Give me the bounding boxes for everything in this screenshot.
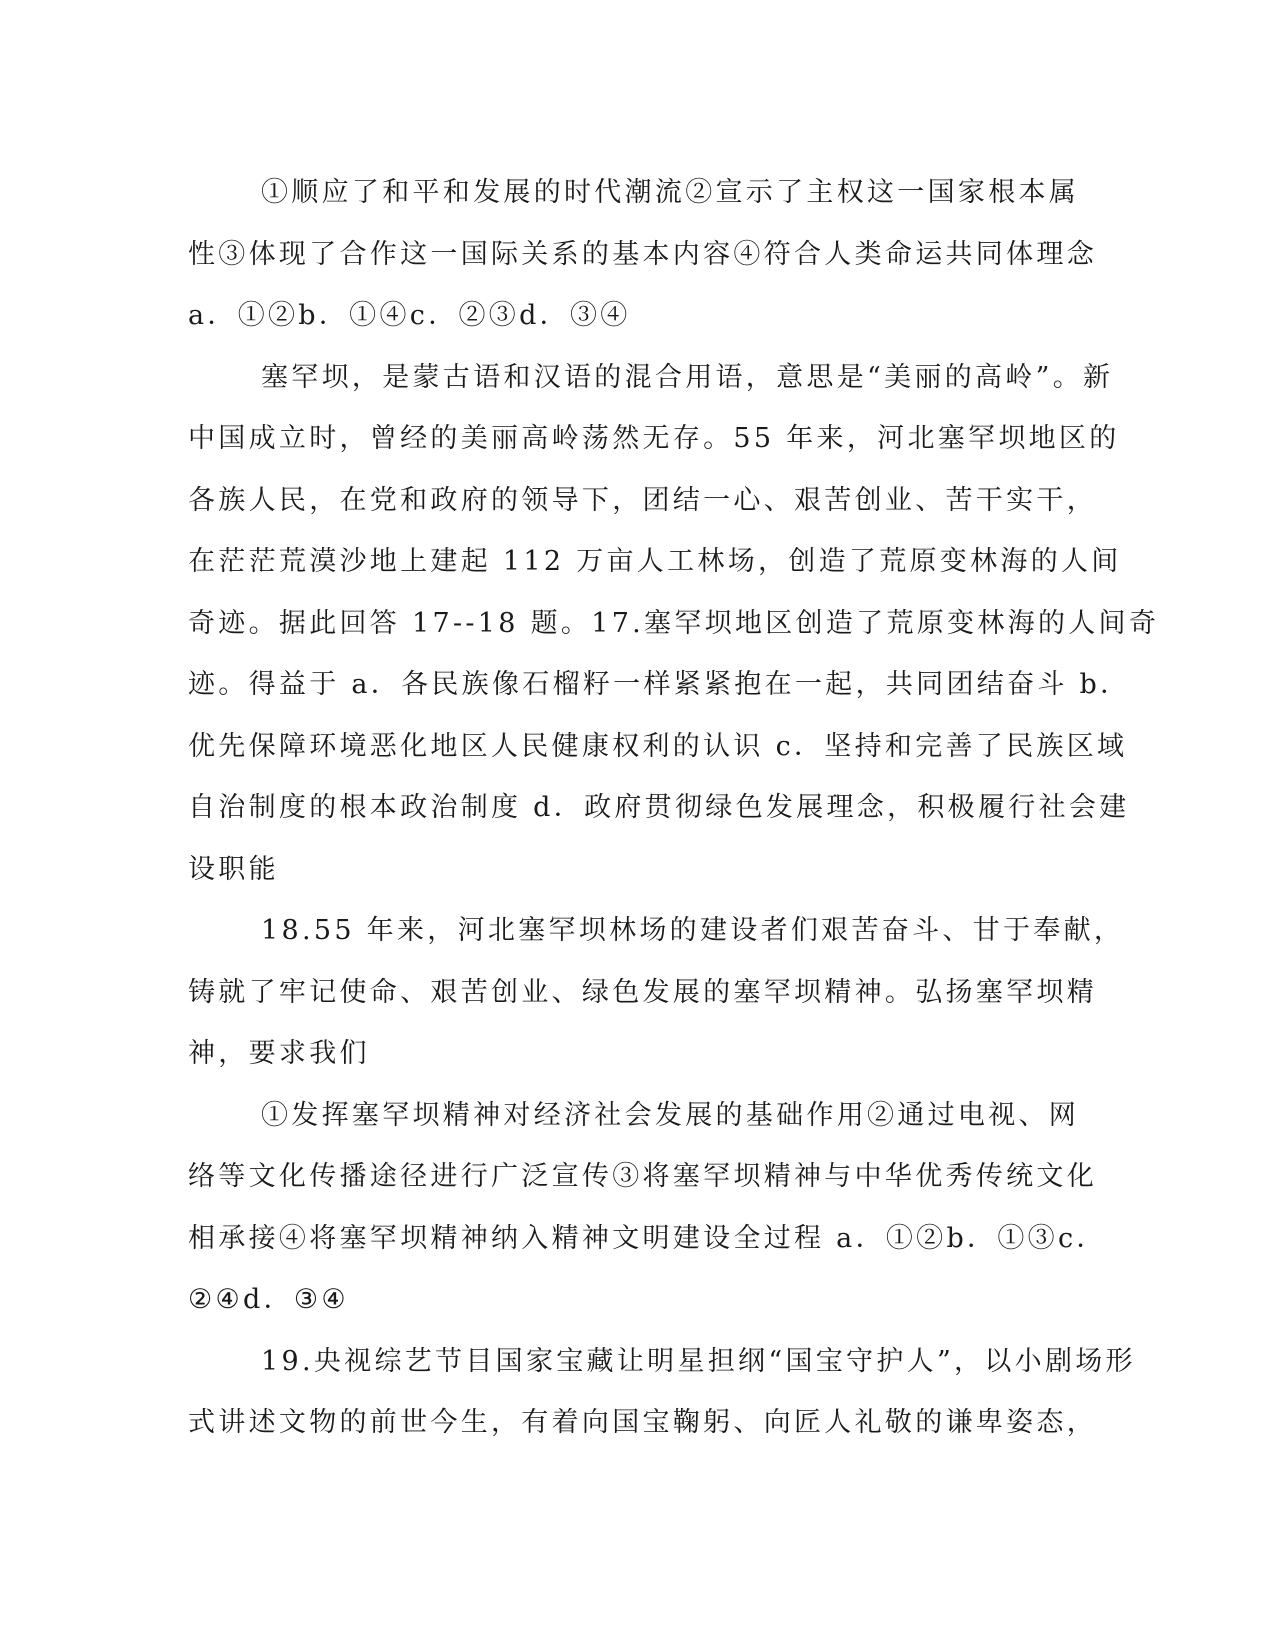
text-line: 中国成立时，曾经的美丽高岭荡然无存。55 年来，河北塞罕坝地区的 xyxy=(188,423,1120,454)
text-line: 神，要求我们 xyxy=(188,1038,370,1069)
text-line: ①顺应了和平和发展的时代潮流②宣示了主权这一国家根本属 xyxy=(261,177,1080,208)
text-line: 式讲述文物的前世今生，有着向国宝鞠躬、向匠人礼敬的谦卑姿态， xyxy=(188,1407,1097,1438)
text-line: 各族人民，在党和政府的领导下，团结一心、艰苦创业、苦干实干， xyxy=(188,484,1097,516)
document-body xyxy=(188,162,1160,1454)
text-line: 络等文化传播途径进行广泛宣传③将塞罕坝精神与中华优秀传统文化 xyxy=(188,1161,1097,1192)
text-line: 性③体现了合作这一国际关系的基本内容④符合人类命运共同体理念 xyxy=(188,238,1097,270)
text-line: 19.央视综艺节目国家宝藏让明星担纲“国宝守护人”，以小剧场形 xyxy=(261,1345,1136,1377)
text-line: 奇迹。据此回答 17--18 题。17.塞罕坝地区创造了荒原变林海的人间奇 xyxy=(188,607,1160,639)
text-line: 相承接④将塞罕坝精神纳入精神文明建设全过程 a．①②b．①③c． xyxy=(188,1222,1107,1254)
text-line: 铸就了牢记使命、艰苦创业、绿色发展的塞罕坝精神。弘扬塞罕坝精 xyxy=(188,976,1097,1008)
text-line: ②④d．③④ xyxy=(188,1284,349,1315)
text-line: 设职能 xyxy=(188,853,279,885)
text-line: 在茫茫荒漠沙地上建起 112 万亩人工林场，创造了荒原变林海的人间 xyxy=(188,546,1122,577)
text-line: 塞罕坝，是蒙古语和汉语的混合用语，意思是“美丽的高岭”。新 xyxy=(261,361,1114,393)
text-line: 自治制度的根本政治制度 d．政府贯彻绿色发展理念，积极履行社会建 xyxy=(188,792,1130,823)
text-line: 18.55 年来，河北塞罕坝林场的建设者们艰苦奋斗、甘于奉献， xyxy=(261,915,1125,946)
text-line: 优先保障环境恶化地区人民健康权利的认识 c．坚持和完善了民族区域 xyxy=(188,730,1128,762)
text-line: ①发挥塞罕坝精神对经济社会发展的基础作用②通过电视、网 xyxy=(261,1099,1080,1131)
text-line: 迹。得益于 a．各民族像石榴籽一样紧紧抱在一起，共同团结奋斗 b． xyxy=(188,669,1131,700)
text-line: a．①②b．①④c．②③d．③④ xyxy=(188,300,631,331)
